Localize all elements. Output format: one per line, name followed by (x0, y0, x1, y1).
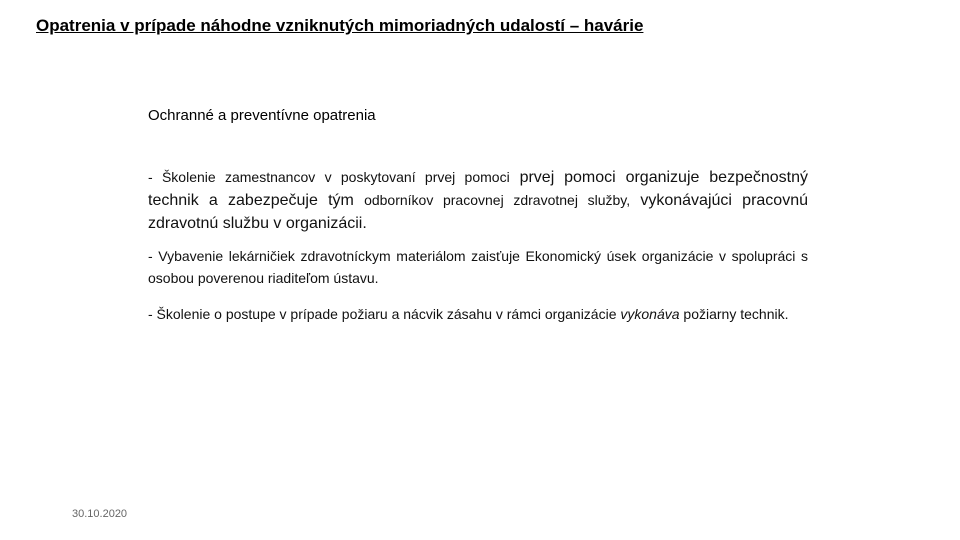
paragraph-1-part-b: prvej pomoci organizuje bezpečnostný technik a zabezpečuje tým (148, 169, 808, 209)
paragraph-1-part-d: vykonávajúci pracovnú zdravotnú službu v organizácii. (148, 192, 808, 232)
footer-date: 30.10.2020 (72, 508, 128, 520)
slide-content (148, 106, 808, 335)
slide-title: Opatrenia v prípade náhodne vzniknutých mimoriadných udalostí – havárie (36, 16, 644, 35)
paragraph-1-part-c: odborníkov pracovnej zdravotnej služby, (364, 192, 631, 208)
paragraph-3-part-c: požiarny technik. (683, 306, 789, 322)
paragraph-first-aid-kits: - Vybavenie lekárničiek zdravotníckym materiálom zaisťuje Ekonomický úsek organizácie v spolupráci s osobou poverenou riaditeľom ústavu. (148, 248, 808, 286)
paragraph-1-part-a: - Školenie zamestnancov v poskytovaní prvej pomoci (148, 169, 510, 185)
paragraph-3-part-a: - Školenie o postupe v prípade požiaru a nácvik zásahu v rámci organizácie (148, 306, 617, 322)
paragraph-first-aid-training (148, 166, 808, 235)
paragraph-3-part-b: vykonáva (620, 306, 680, 322)
paragraph-fire-training (148, 303, 808, 325)
section-subheading: Ochranné a preventívne opatrenia (148, 107, 376, 124)
